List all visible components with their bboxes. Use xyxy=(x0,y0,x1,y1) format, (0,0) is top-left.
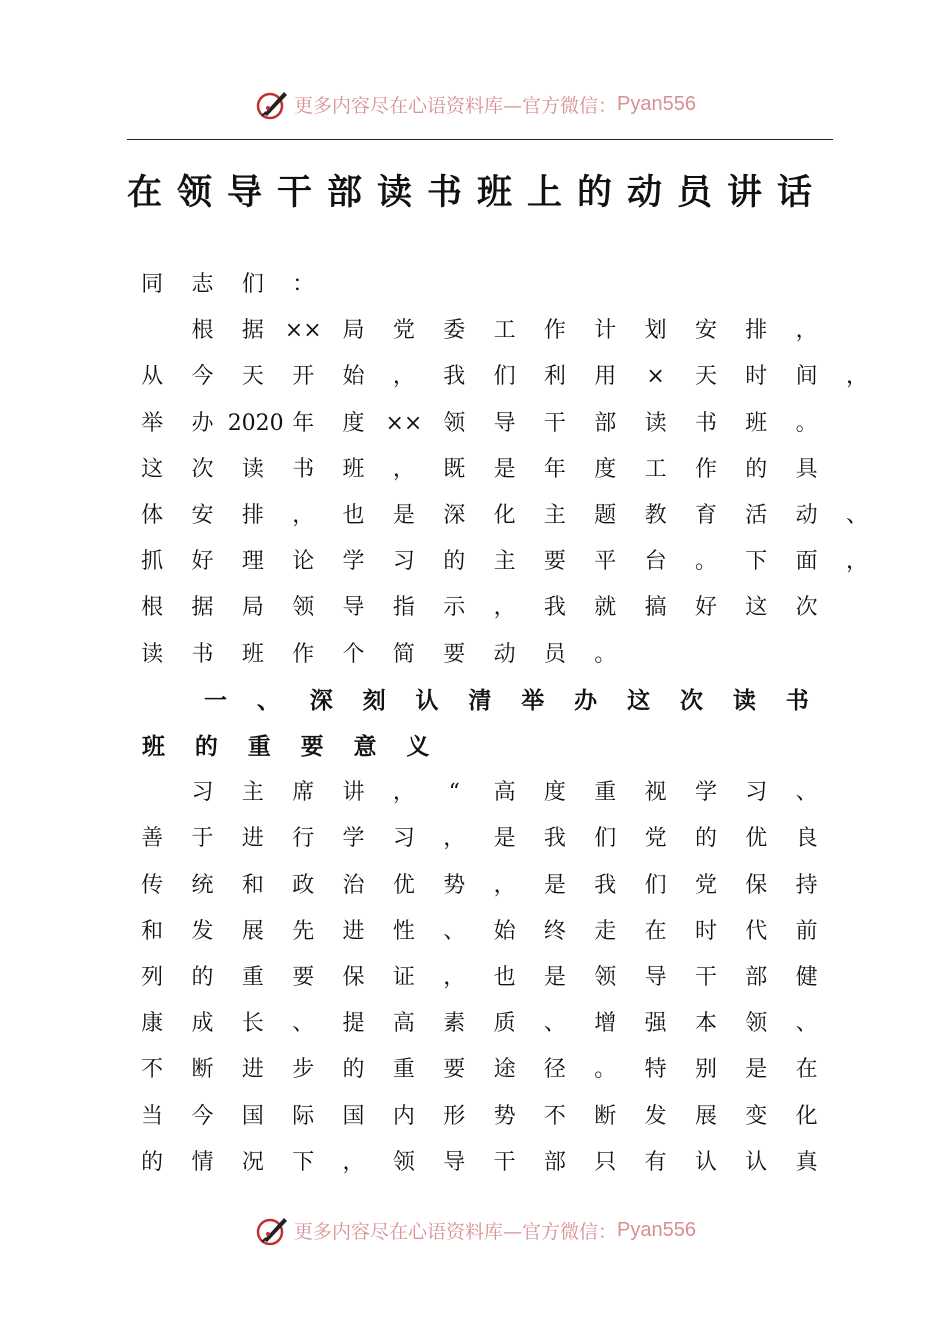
paragraph-line: 的 情 况 下 ， 领 导 干 部 只 有 认 认 真 xyxy=(141,1149,818,1175)
quill-logo-icon xyxy=(254,86,290,122)
section-heading-line: 班 的 重 要 意 义 xyxy=(141,733,430,760)
paragraph-line: 这 次 读 书 班 ， 既 是 年 度 工 作 的 具 xyxy=(141,456,818,482)
paragraph-line: 根 据 ×× 局 党 委 工 作 计 划 安 排 ， xyxy=(191,318,818,344)
paragraph-line: 从 今 天 开 始 ， 我 们 利 用 × 天 时 间 ， xyxy=(141,364,868,390)
header-rule xyxy=(127,139,833,140)
paragraph-line: 康 成 长 、 提 高 素 质 、 增 强 本 领 、 xyxy=(141,1011,818,1037)
watermark-text: 更多内容尽在心语资料库—官方微信： xyxy=(294,94,618,117)
paragraph-line: 传 统 和 政 治 优 势 ， 是 我 们 党 保 持 xyxy=(141,872,818,898)
paragraph-line: 抓 好 理 论 学 习 的 主 要 平 台 。 下 面 ， xyxy=(141,549,868,575)
paragraph-line: 和 发 展 先 进 性 、 始 终 走 在 时 代 前 xyxy=(141,918,818,944)
paragraph-line: 同 志 们 ： xyxy=(141,272,315,297)
paragraph-line: 体 安 排 ， 也 是 深 化 主 题 教 育 活 动 、 xyxy=(141,503,868,528)
paragraph-line: 读 书 班 作 个 简 要 动 员 。 xyxy=(141,641,617,667)
quill-logo-icon xyxy=(254,1212,290,1248)
paragraph-line: 善 于 进 行 学 习 ， 是 我 们 党 的 优 良 xyxy=(141,826,818,852)
paragraph-line: 举 办 2020 年 度 ×× 领 导 干 部 读 书 班 。 xyxy=(141,410,818,436)
watermark-handle: Pyan556 xyxy=(617,1218,696,1241)
watermark-header xyxy=(0,84,950,124)
watermark-handle: Pyan556 xyxy=(617,92,696,115)
paragraph-line: 习 主 席 讲 ， “ 高 度 重 视 学 习 、 xyxy=(191,780,818,806)
paragraph-line: 当 今 国 际 国 内 形 势 不 断 发 展 变 化 xyxy=(141,1103,818,1129)
document-title: 在领导干部读书班上的动员讲话 xyxy=(127,172,828,213)
watermark-footer xyxy=(0,1210,950,1250)
paragraph-line: 不 断 进 步 的 重 要 途 径 。 特 别 是 在 xyxy=(141,1057,818,1083)
paragraph-line: 列 的 重 要 保 证 ， 也 是 领 导 干 部 健 xyxy=(141,965,818,990)
paragraph-line: 根 据 局 领 导 指 示 ， 我 就 搞 好 这 次 xyxy=(141,595,818,621)
section-heading-line: 一 、 深 刻 认 清 举 办 这 次 读 书 xyxy=(203,686,809,714)
watermark-text: 更多内容尽在心语资料库—官方微信： xyxy=(294,1220,618,1243)
